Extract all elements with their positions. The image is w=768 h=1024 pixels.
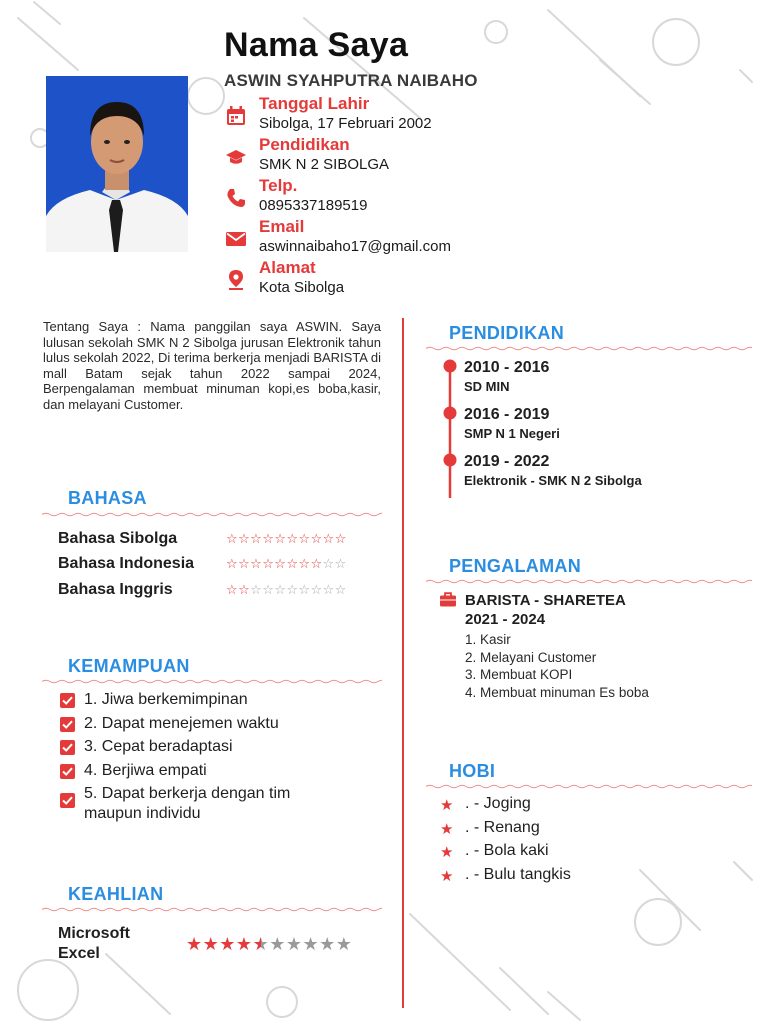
star-filled-icon: ★	[235, 934, 253, 954]
star-empty-icon: ★	[285, 934, 303, 954]
section-title-experience: PENGALAMAN	[449, 556, 581, 576]
column-divider	[402, 318, 404, 1008]
star-filled-icon: ★	[202, 934, 220, 954]
star-empty-icon: ☆	[250, 582, 263, 597]
language-name: Bahasa Indonesia	[58, 555, 195, 572]
full-name: ASWIN SYAHPUTRA NAIBAHO	[224, 71, 478, 90]
education-school: SD MIN	[464, 379, 510, 394]
section-underline	[42, 679, 382, 684]
star-empty-icon: ☆	[298, 582, 311, 597]
star-half-icon: ★	[252, 934, 270, 954]
skills-list	[60, 690, 360, 828]
info-value: SMK N 2 SIBOLGA	[259, 156, 390, 173]
experience-role: BARISTA - SHARETEA	[465, 592, 626, 609]
checkbox-checked-icon	[60, 693, 75, 708]
info-email	[222, 217, 542, 258]
language-rating	[226, 531, 347, 547]
star-empty-icon: ★	[319, 934, 336, 954]
location-pin-icon	[226, 270, 246, 290]
section-underline	[42, 907, 382, 912]
list-item: 3. Membuat KOPI	[465, 667, 573, 683]
list-item: 4. Membuat minuman Es boba	[465, 685, 649, 701]
expertise-name: Microsoft Excel	[58, 925, 130, 962]
info-label: Alamat	[259, 258, 316, 277]
info-label: Pendidikan	[259, 135, 350, 154]
info-value: Kota Sibolga	[259, 279, 345, 296]
star-filled-icon: ☆	[262, 531, 275, 546]
language-rating	[226, 556, 347, 572]
section-title-education: PENDIDIKAN	[449, 323, 565, 343]
checkbox-checked-icon	[60, 793, 75, 808]
section-title-hobbies: HOBI	[449, 761, 496, 781]
section-underline	[426, 579, 752, 584]
star-empty-icon: ☆	[274, 582, 287, 597]
language-rating	[226, 582, 347, 598]
page-title: Nama Saya	[224, 26, 409, 64]
star-icon: ★	[440, 797, 454, 814]
education-entry	[464, 452, 744, 489]
language-row	[58, 581, 384, 605]
star-empty-icon: ☆	[310, 582, 323, 597]
calendar-icon	[226, 106, 246, 126]
hobby-text: . - Bola kaki	[465, 842, 549, 859]
star-empty-icon: ★	[335, 934, 353, 954]
star-filled-icon: ☆	[310, 556, 323, 571]
star-empty-icon: ★	[302, 934, 320, 954]
info-phone	[222, 176, 542, 217]
list-item	[440, 818, 700, 838]
star-empty-icon: ☆	[286, 582, 299, 597]
star-filled-icon: ☆	[310, 531, 323, 546]
skill-text: 5. Dapat berkerja dengan tim maupun individu	[84, 785, 291, 822]
hobby-text: . - Bulu tangkis	[465, 865, 571, 883]
list-item	[440, 865, 700, 885]
language-name: Bahasa Sibolga	[58, 530, 178, 547]
section-title-skills: KEMAMPUAN	[68, 656, 190, 676]
list-item	[60, 714, 360, 734]
star-filled-icon: ☆	[226, 531, 239, 546]
star-filled-icon: ☆	[238, 582, 251, 597]
personal-info	[222, 94, 542, 299]
list-item	[60, 690, 360, 710]
star-empty-icon: ☆	[322, 556, 335, 571]
star-filled-icon: ☆	[238, 556, 251, 571]
skill-text: 2. Dapat menejemen waktu	[84, 714, 279, 732]
info-label: Email	[259, 217, 305, 236]
checkbox-checked-icon	[60, 740, 75, 755]
education-entry	[464, 358, 744, 395]
info-birth-date	[222, 94, 542, 135]
briefcase-icon	[440, 592, 456, 607]
skill-text: 1. Jiwa berkemimpinan	[84, 691, 248, 708]
star-filled-icon: ☆	[262, 556, 275, 571]
section-underline	[42, 512, 382, 517]
section-title-expertise: KEAHLIAN	[68, 884, 164, 904]
hobby-text: . - Renang	[465, 818, 540, 836]
list-item	[60, 737, 360, 757]
info-value: aswinnaibaho17@gmail.com	[259, 238, 451, 255]
about-text: Tentang Saya : Nama panggilan saya ASWIN. Saya lulusan sekolah SMK N 2 Sibolga jurusan Elektronik tahun lulus sekolah 2022, Di terima berkerja menjadi BARISTA di mall Batam sejak tahun 2022 sampai 2024, Berpengalaman membuat minuman kopi,es boba,kasir, dan melayani Customer.	[43, 319, 381, 412]
language-row	[58, 555, 384, 579]
envelope-icon	[226, 229, 246, 249]
star-filled-icon: ☆	[238, 531, 251, 546]
checkbox-checked-icon	[60, 717, 75, 732]
star-empty-icon: ★	[269, 934, 286, 954]
experience-tasks	[440, 631, 740, 702]
education-years: 2019 - 2022	[464, 453, 550, 470]
star-empty-icon: ☆	[262, 582, 275, 597]
profile-photo	[46, 76, 188, 252]
star-icon: ★	[440, 867, 454, 885]
experience-entry	[440, 591, 740, 702]
education-timeline	[440, 358, 460, 500]
star-icon: ★	[440, 820, 454, 838]
star-empty-icon: ☆	[322, 582, 335, 597]
hobbies-list	[440, 794, 700, 888]
star-filled-icon: ☆	[322, 531, 335, 546]
star-empty-icon: ☆	[334, 556, 347, 571]
section-underline	[426, 784, 752, 789]
star-filled-icon: ☆	[274, 531, 287, 546]
phone-icon	[226, 188, 246, 208]
list-item	[440, 794, 700, 814]
list-item	[440, 841, 700, 861]
star-filled-icon: ☆	[274, 556, 287, 571]
star-filled-icon: ★	[219, 934, 236, 954]
skill-text: 3. Cepat beradaptasi	[84, 738, 233, 755]
star-filled-icon: ☆	[298, 556, 311, 571]
section-title-languages: BAHASA	[68, 488, 147, 508]
star-filled-icon: ☆	[250, 556, 263, 571]
education-entry	[464, 405, 744, 442]
star-filled-icon: ☆	[286, 531, 299, 546]
info-label: Telp.	[259, 176, 298, 195]
section-underline	[426, 346, 752, 351]
education-school: SMP N 1 Negeri	[464, 426, 560, 441]
checkbox-checked-icon	[60, 764, 75, 779]
skill-text: 4. Berjiwa empati	[84, 761, 207, 779]
info-label: Tanggal Lahir	[259, 94, 370, 113]
star-filled-icon: ☆	[298, 531, 311, 546]
education-school: Elektronik - SMK N 2 Sibolga	[464, 473, 642, 488]
list-item: 2. Melayani Customer	[465, 649, 597, 665]
info-address	[222, 258, 542, 299]
info-value: Sibolga, 17 Februari 2002	[259, 115, 432, 132]
info-value: 0895337189519	[259, 197, 368, 214]
list-item	[60, 784, 330, 824]
star-empty-icon: ☆	[334, 582, 347, 597]
star-filled-icon: ☆	[250, 531, 263, 546]
star-filled-icon: ☆	[226, 582, 239, 597]
star-filled-icon: ★	[186, 934, 203, 954]
list-item: 1. Kasir	[465, 632, 511, 647]
hobby-text: . - Joging	[465, 795, 531, 812]
graduation-cap-icon	[226, 147, 246, 167]
language-row	[58, 530, 384, 554]
star-icon: ★	[440, 844, 454, 861]
star-filled-icon: ☆	[334, 531, 347, 546]
language-name: Bahasa Inggris	[58, 581, 173, 598]
experience-years: 2021 - 2024	[465, 611, 546, 628]
info-education	[222, 135, 542, 176]
star-filled-icon: ☆	[286, 556, 299, 571]
education-years: 2016 - 2019	[464, 406, 550, 423]
experience-header	[440, 591, 740, 630]
expertise-rating	[186, 934, 352, 955]
education-years: 2010 - 2016	[464, 359, 550, 376]
list-item	[60, 761, 360, 781]
star-filled-icon: ☆	[226, 556, 239, 571]
